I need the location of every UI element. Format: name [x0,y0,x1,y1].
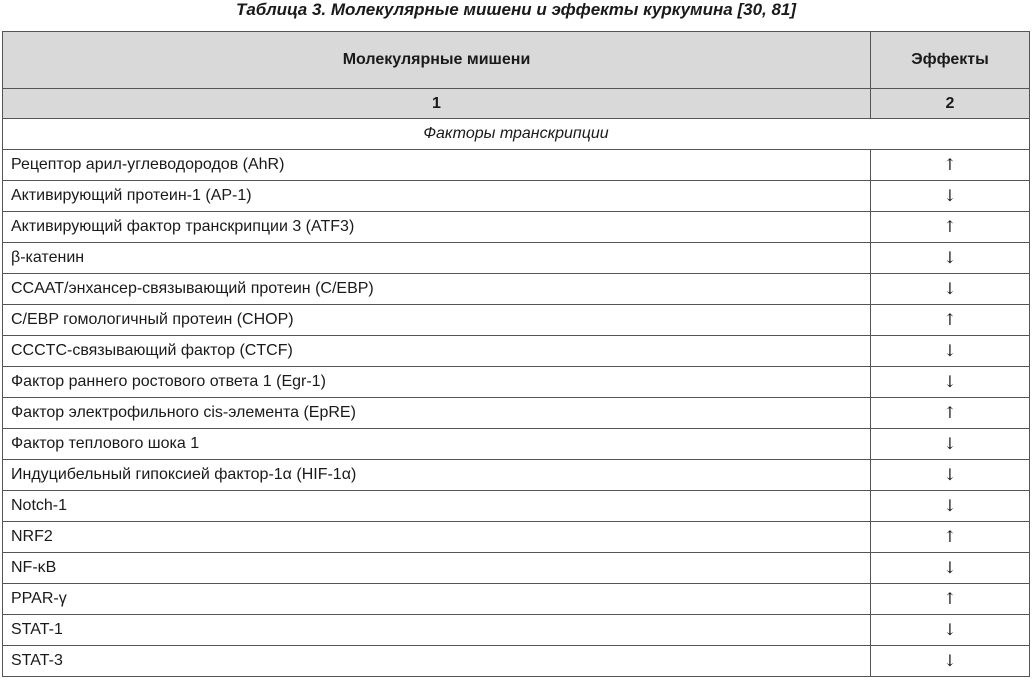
header-row [3,32,1030,89]
target-cell: C/EBP гомологичный протеин (CHOP) [3,305,871,336]
arrow-up-icon: ↑ [871,584,1030,615]
target-cell: Активирующий фактор транскрипции 3 (ATF3) [3,212,871,243]
arrow-down-icon: ↓ [871,429,1030,460]
table-row [3,522,1030,553]
arrow-up-icon: ↑ [871,398,1030,429]
table-row [3,398,1030,429]
table-caption: Таблица 3. Молекулярные мишени и эффекты куркумина [30, 81] [235,0,797,19]
table-row [3,274,1030,305]
column-header-targets: Молекулярные мишени [3,32,871,89]
table-row [3,212,1030,243]
column-header-effects: Эффекты [871,32,1030,89]
target-cell: NF-κB [3,553,871,584]
target-cell: STAT-1 [3,615,871,646]
target-cell: Активирующий протеин-1 (AP-1) [3,181,871,212]
arrow-down-icon: ↓ [871,615,1030,646]
arrow-down-icon: ↓ [871,491,1030,522]
target-cell: Рецептор арил-углеводородов (AhR) [3,150,871,181]
table-row [3,150,1030,181]
target-cell: PPAR-γ [3,584,871,615]
table-row [3,367,1030,398]
table-row [3,243,1030,274]
arrow-down-icon: ↓ [871,553,1030,584]
arrow-down-icon: ↓ [871,181,1030,212]
table-row [3,584,1030,615]
target-cell: Фактор раннего ростового ответа 1 (Egr-1) [3,367,871,398]
section-title: Факторы транскрипции [3,119,1030,150]
column-number-row [3,89,1030,119]
arrow-down-icon: ↓ [871,336,1030,367]
table-row [3,305,1030,336]
target-cell: STAT-3 [3,646,871,677]
arrow-down-icon: ↓ [871,274,1030,305]
arrow-up-icon: ↑ [871,305,1030,336]
target-cell: Фактор электрофильного cis-элемента (EpRE) [3,398,871,429]
arrow-down-icon: ↓ [871,243,1030,274]
target-cell: Notch-1 [3,491,871,522]
table-row [3,429,1030,460]
targets-table [2,31,1030,677]
arrow-down-icon: ↓ [871,367,1030,398]
table-row [3,491,1030,522]
arrow-up-icon: ↑ [871,150,1030,181]
arrow-up-icon: ↑ [871,522,1030,553]
target-cell: CCAAT/энхансер-связывающий протеин (C/EBP) [3,274,871,305]
table-row [3,460,1030,491]
arrow-down-icon: ↓ [871,460,1030,491]
section-row [3,119,1030,150]
target-cell: Индуцибельный гипоксией фактор-1α (HIF-1α) [3,460,871,491]
arrow-down-icon: ↓ [871,646,1030,677]
column-number-2: 2 [871,89,1030,119]
table-row [3,646,1030,677]
column-number-1: 1 [3,89,871,119]
target-cell: Фактор теплового шока 1 [3,429,871,460]
arrow-up-icon: ↑ [871,212,1030,243]
target-cell: CCCTC-связывающий фактор (CTCF) [3,336,871,367]
table-row [3,336,1030,367]
table-row [3,553,1030,584]
target-cell: NRF2 [3,522,871,553]
table-row [3,181,1030,212]
target-cell: β-катенин [3,243,871,274]
table-row [3,615,1030,646]
